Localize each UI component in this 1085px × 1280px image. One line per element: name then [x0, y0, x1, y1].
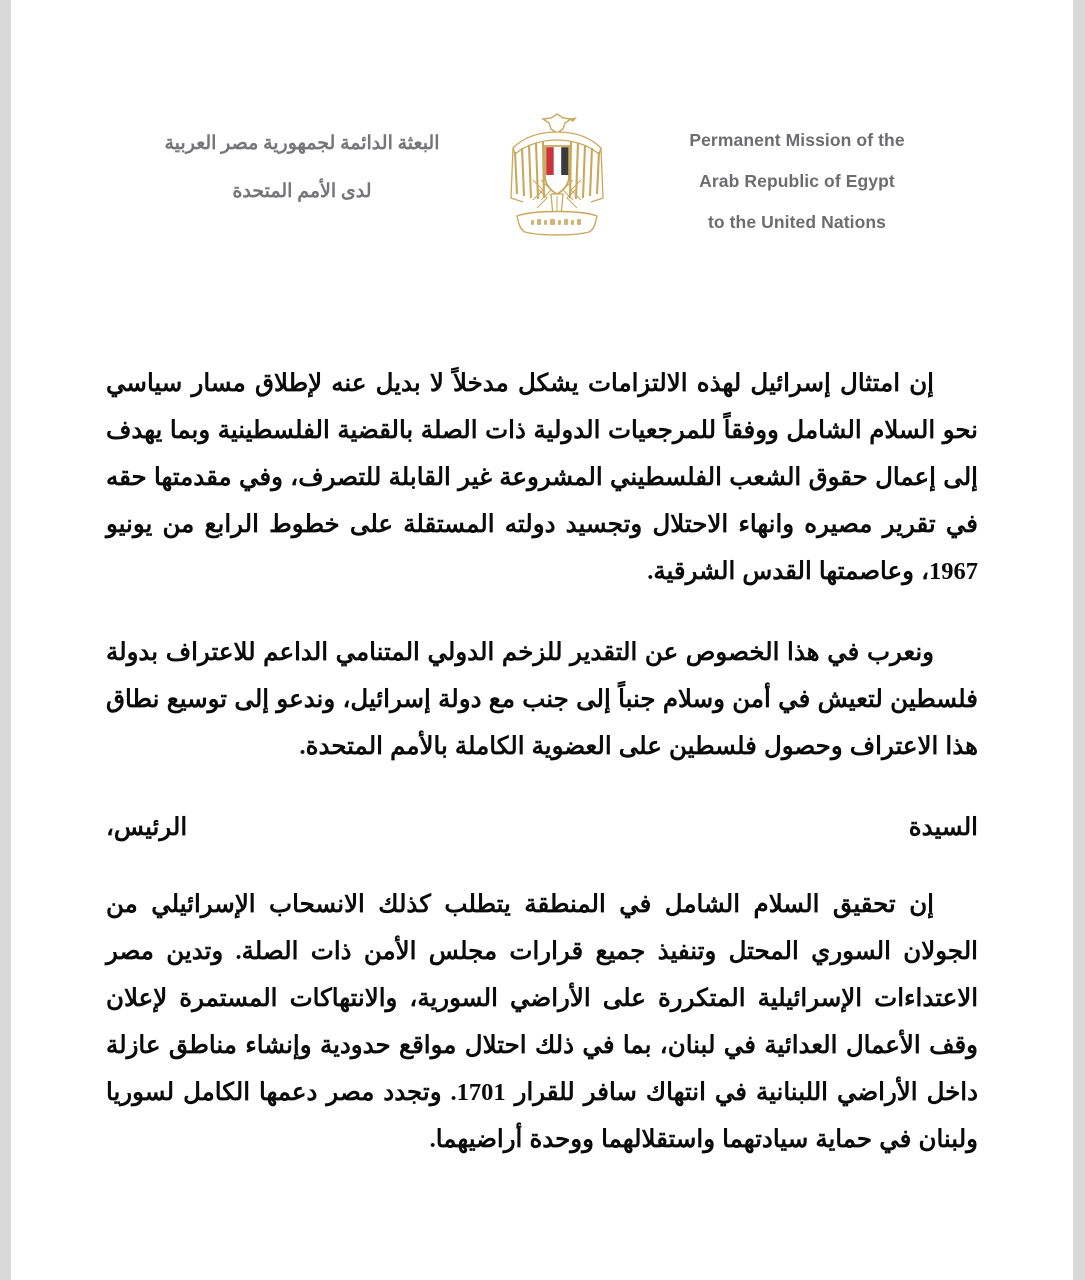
letterhead-english-line-1: Permanent Mission of the — [689, 130, 905, 150]
document-body — [106, 360, 978, 1163]
paragraph-1: إن امتثال إسرائيل لهذه الالتزامات يشكل مدخلاً لا بديل عنه لإطلاق مسار سياسي نحو السلام الشامل ووفقاً للمرجعيات الدولية ذات الصلة بالقضية الفلسطينية وبما يهدف إلى إعمال حقوق الشعب الفلسطيني المشروعة غير القابلة للتصرف، وفي مقدمتها حقه في تقرير مصيره وانهاء الاحتلال وتجسيد دولته المستقلة على خطوط الرابع من يونيو 1967، وعاصمتها القدس الشرقية. — [106, 370, 978, 586]
emblem-container — [482, 108, 632, 242]
letterhead-english-line-2: Arab Republic of Egypt — [699, 171, 895, 192]
paragraph-3: إن تحقيق السلام الشامل في المنطقة يتطلب كذلك الانسحاب الإسرائيلي من الجولان السوري المحتل وتنفيذ جميع قرارات مجلس الأمن ذات الصلة. وتدين مصر الاعتداءات الإسرائيلية المتكررة على الأراضي السورية، والانتهاكات المستمرة لإعلان وقف الأعمال العدائية في لبنان، بما في ذلك احتلال مواقع حدودية وإنشاء مناطق عازلة داخل الأراضي اللبنانية في انتهاك سافر للقرار 1701. وتجدد مصر دعمها الكامل لسوريا ولبنان في حماية سيادتهما واستقلالهما ووحدة أراضيهما. — [106, 891, 978, 1154]
letterhead-arabic-line-1: البعثة الدائمة لجمهورية مصر العربية — [164, 133, 440, 154]
document-page — [11, 0, 1073, 1280]
salutation: السيدة الرئيس، — [106, 814, 978, 842]
letterhead-english-line-3: to the United Nations — [707, 212, 887, 233]
paragraph-2: ونعرب في هذا الخصوص عن التقدير للزخم الدولي المتنامي الداعم للاعتراف بدولة فلسطين لتعيش في أمن وسلام جنباً إلى جنب مع دولة إسرائيل، وندعو إلى توسيع نطاق هذا الاعتراف وحصول فلسطين على العضوية الكاملة بالأمم المتحدة. — [106, 639, 978, 761]
letterhead — [11, 108, 1073, 268]
eagle-of-saladin-emblem — [503, 110, 611, 242]
letterhead-arabic-line-2: لدى الأمم المتحدة — [232, 180, 372, 202]
letterhead-arabic-block — [122, 108, 482, 215]
letterhead-english-block — [632, 108, 962, 243]
